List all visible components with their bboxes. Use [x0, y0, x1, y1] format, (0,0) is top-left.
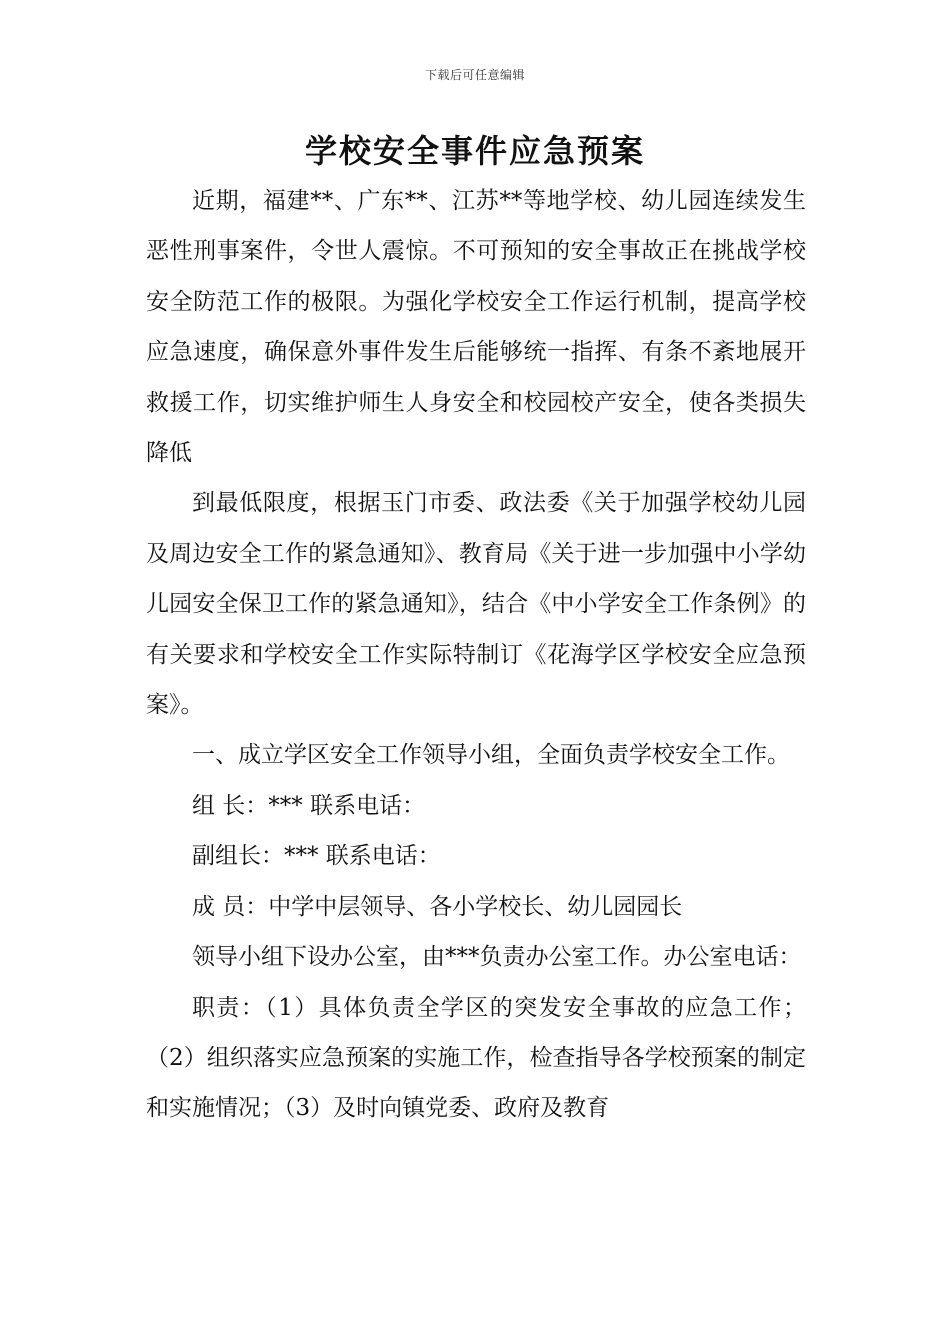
document-title: 学校安全事件应急预案: [304, 132, 645, 170]
paragraph-duties: 职责：（1）具体负责全学区的突发安全事故的应急工作；（2）组织落实应急预案的实施工作，检查指导各学校预案的制定和实施情况；（3）及时向镇党委、政府及教育: [146, 994, 806, 1122]
paragraph-section-one: 一、成立学区安全工作领导小组，全面负责学校安全工作。: [192, 742, 790, 769]
paragraph-basis: 到最低限度，根据玉门市委、政法委《关于加强学校幼儿园及周边安全工作的紧急通知》、教育局《关于进一步加强中小学幼儿园安全保卫工作的紧急通知》，结合《中小学安全工作条例》的有关要求和学校安全工作实际特制订《花海学区学校安全应急预案》。: [146, 490, 806, 719]
paragraph-leader: 组 长：*** 联系电话：: [192, 792, 426, 819]
page-header-note: 下载后可任意编辑: [424, 68, 525, 82]
paragraph-deputy-leader: 副组长：*** 联系电话：: [192, 843, 441, 870]
paragraph-intro: 近期，福建**、广东**、江苏**等地学校、幼儿园连续发生恶性刑事案件，令世人震惊。不可预知的安全事故正在挑战学校安全防范工作的极限。为强化学校安全工作运行机制，提高学校应急速度，确保意外事件发生后能够统一指挥、有条不紊地展开救援工作，切实维护师生人身安全和校园校产安全，使各类损失降低: [146, 188, 806, 467]
document-body: [146, 176, 806, 1134]
paragraph-office: 领导小组下设办公室，由***负责办公室工作。办公室电话：: [192, 944, 802, 971]
paragraph-members: 成 员：中学中层领导、各小学校长、幼儿园园长: [192, 893, 683, 920]
